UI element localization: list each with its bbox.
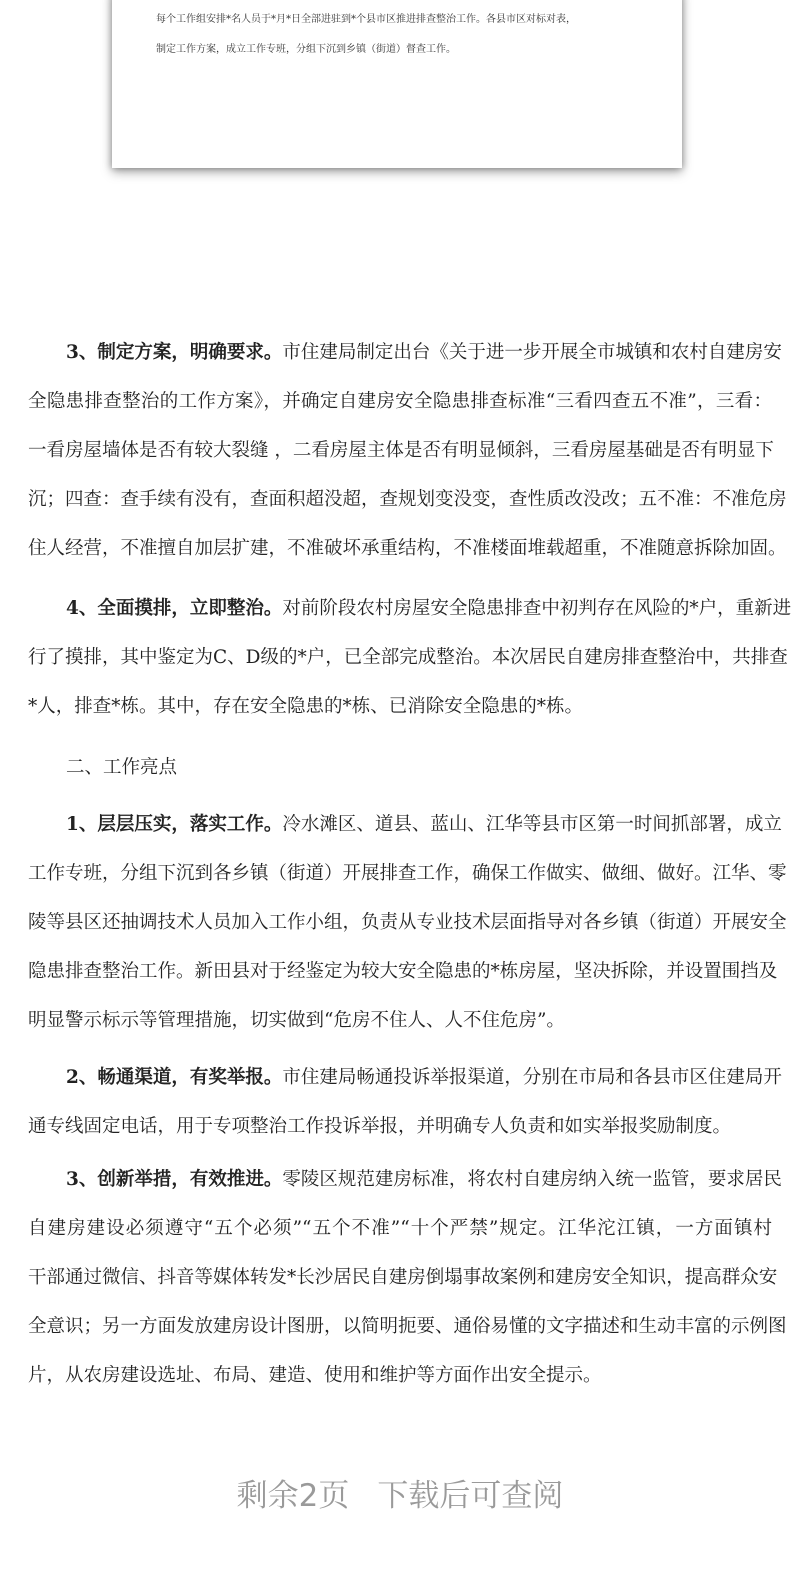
paragraph-line xyxy=(28,813,782,862)
paragraph-text: 市住建局制定出台《关于进一步开展全市城镇和农村自建房安 xyxy=(282,342,782,363)
paragraph-line: 通专线固定电话，用于专项整治工作投诉举报，并明确专人负责和如实举报奖励制度。 xyxy=(28,1116,732,1137)
paragraph-lead: 3、制定方案，明确要求。 xyxy=(66,342,283,363)
paragraph-line: 工作专班，分组下沉到各乡镇（街道）开展排查工作，确保工作做实、做细、做好。江华、零 xyxy=(28,863,787,884)
paragraph-line xyxy=(28,597,792,646)
paragraph-line: 行了摸排，其中鉴定为C、D级的*户，已全部完成整治。本次居民自建房排查整治中，共排查 xyxy=(28,647,788,668)
body-paragraph xyxy=(28,1168,787,1413)
paragraph-line: 陵等县区还抽调技术人员加入工作小组，负责从专业技术层面指导对各乡镇（街道）开展安全 xyxy=(28,912,787,933)
body-paragraph xyxy=(28,597,792,744)
preview-page-card xyxy=(112,0,682,168)
paragraph-text: 对前阶段农村房屋安全隐患排查中初判存在风险的*户，重新进 xyxy=(282,598,792,619)
paragraph-lead: 1、层层压实，落实工作。 xyxy=(66,814,283,835)
paragraph-lead: 4、全面摸排，立即整治。 xyxy=(66,598,283,619)
paragraph-line: 一看房屋墙体是否有较大裂缝 ，二看房屋主体是否有明显倾斜，三看房屋基础是否有明显下 xyxy=(28,440,774,461)
paragraph-text: 零陵区规范建房标准，将农村自建房纳入统一监管，要求居民 xyxy=(282,1169,782,1190)
body-paragraph xyxy=(28,1066,782,1164)
card-text-line: 每个工作组安排*名人员于*月*日全部进驻到*个县市区推进排查整治工作。各县市区对标对表， xyxy=(156,14,576,25)
paragraph-line: 明显警示标示等管理措施，切实做到“危房不住人、人不住危房”。 xyxy=(28,1010,565,1031)
download-to-view-text: 下载后可查阅 xyxy=(377,1478,564,1514)
paragraph-lead: 3、创新举措，有效推进。 xyxy=(66,1169,283,1190)
paragraph-line: 全隐患排查整治的工作方案》，并确定自建房安全隐患排查标准“三看四查五不准”，三看： xyxy=(28,391,772,412)
paragraph-lead: 2、畅通渠道，有奖举报。 xyxy=(66,1067,283,1088)
paragraph-line: 全意识；另一方面发放建房设计图册，以简明扼要、通俗易懂的文字描述和生动丰富的示例图 xyxy=(28,1316,787,1337)
paragraph-line xyxy=(28,1066,782,1115)
paragraph-line: 片，从农房建设选址、布局、建造、使用和维护等方面作出安全提示。 xyxy=(28,1365,602,1386)
body-paragraph xyxy=(28,813,787,1058)
download-prompt[interactable] xyxy=(0,1470,800,1515)
section-heading: 二、工作亮点 xyxy=(66,757,178,778)
paragraph-line: 沉；四查：查手续有没有，查面积超没超，查规划变没变，查性质改没改；五不准：不准危房 xyxy=(28,489,787,510)
body-paragraph xyxy=(28,341,787,586)
paragraph-text: 市住建局畅通投诉举报渠道，分别在市局和各县市区住建局开 xyxy=(282,1067,782,1088)
card-text-line: 制定工作方案，成立工作专班，分组下沉到乡镇（街道）督查工作。 xyxy=(156,44,456,55)
paragraph-line: *人，排查*栋。其中，存在安全隐患的*栋、已消除安全隐患的*栋。 xyxy=(28,696,584,717)
paragraph-line: 隐患排查整治工作。新田县对于经鉴定为较大安全隐患的*栋房屋，坚决拆除，并设置围挡及 xyxy=(28,961,778,982)
paragraph-line xyxy=(28,1168,782,1217)
paragraph-text: 冷水滩区、道县、蓝山、江华等县市区第一时间抓部署，成立 xyxy=(282,814,782,835)
remaining-pages-text: 剩余2页 xyxy=(236,1478,350,1514)
paragraph-line xyxy=(28,341,782,390)
paragraph-line: 自建房建设必须遵守“五个必须”“五个不准”“十个严禁”规定。江华沱江镇，一方面镇村 xyxy=(28,1218,772,1239)
paragraph-line: 住人经营，不准擅自加层扩建，不准破坏承重结构，不准楼面堆载超重，不准随意拆除加固。 xyxy=(28,538,787,559)
paragraph-line: 干部通过微信、抖音等媒体转发*长沙居民自建房倒塌事故案例和建房安全知识，提高群众安 xyxy=(28,1267,778,1288)
